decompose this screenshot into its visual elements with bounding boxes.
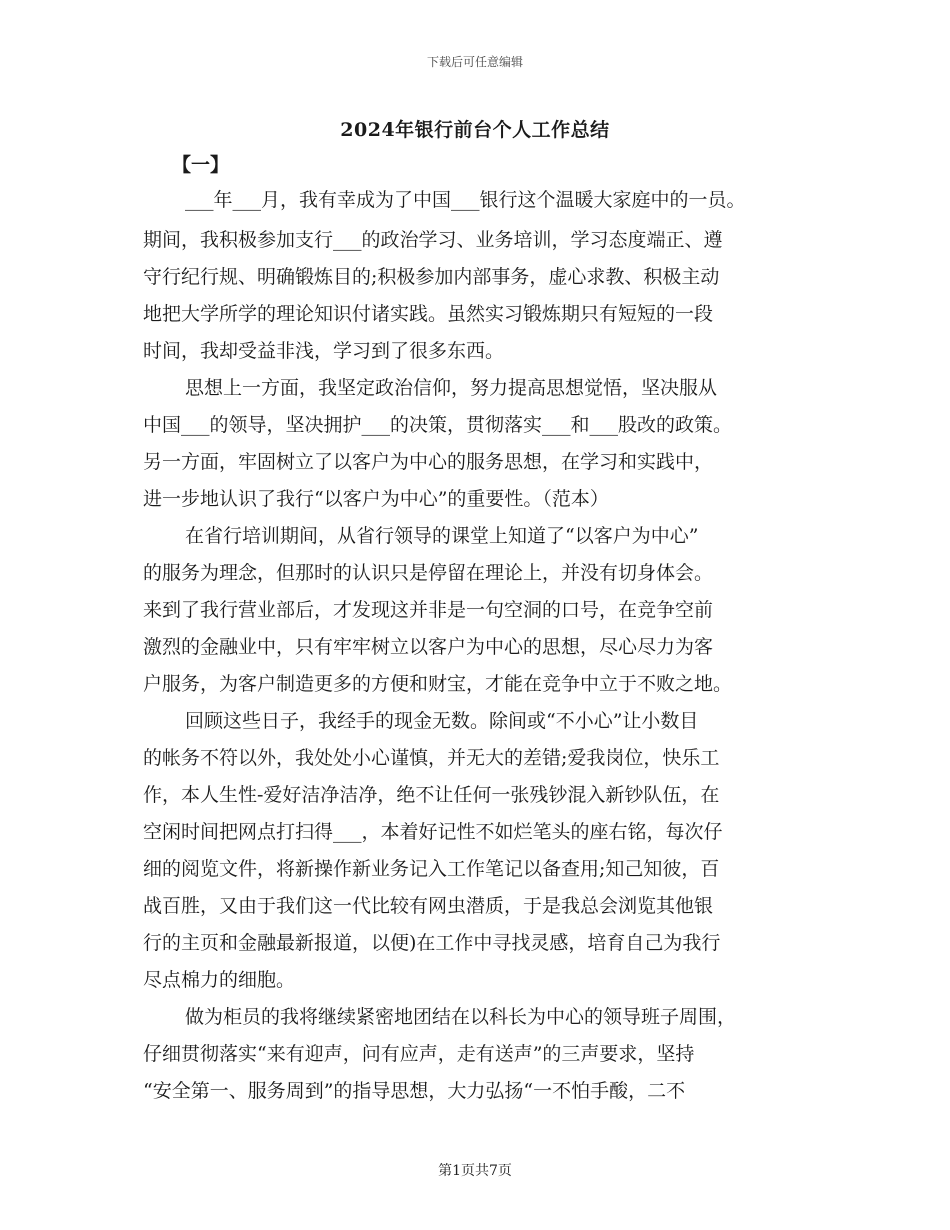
text-line: 空闲时间把网点打扫得___，本着好记性不如烂笔头的座右铭，每次仔 bbox=[143, 821, 723, 843]
section-heading: 【一】 bbox=[172, 154, 230, 176]
text-line: 作，本人生性-爱好洁净洁净，绝不让任何一张残钞混入新钞队伍，在 bbox=[143, 784, 720, 806]
text-line: 时间，我却受益非浅，学习到了很多东西。 bbox=[143, 340, 505, 362]
text-line: 思想上一方面，我坚定政治信仰，努力提高思想觉悟，坚决服从 bbox=[185, 377, 718, 399]
text-line: ___年___月，我有幸成为了中国___银行这个温暖大家庭中的一员。 bbox=[185, 189, 746, 211]
text-line: 在省行培训期间，从省行领导的课堂上知道了“以客户为中心” bbox=[185, 525, 699, 547]
text-line: 来到了我行营业部后，才发现这并非是一句空洞的口号，在竞争空前 bbox=[143, 599, 714, 621]
text-line: 做为柜员的我将继续紧密地团结在以科长为中心的领导班子周围， bbox=[185, 1006, 737, 1028]
text-line: 战百胜，又由于我们这一代比较有网虫潜质，于是我总会浏览其他银 bbox=[143, 895, 714, 917]
text-line: 另一方面，牢固树立了以客户为中心的服务思想，在学习和实践中， bbox=[143, 451, 714, 473]
document-title: 2024年银行前台个人工作总结 bbox=[340, 119, 610, 141]
text-line: 户服务，为客户制造更多的方便和财宝，才能在竞争中立于不败之地。 bbox=[143, 673, 733, 695]
text-line: “安全第一、服务周到”的指导思想，大力弘扬“一不怕手酸，二不 bbox=[143, 1080, 686, 1102]
text-line: 激烈的金融业中，只有牢牢树立以客户为中心的思想，尽心尽力为客 bbox=[143, 636, 714, 658]
text-line: 细的阅览文件，将新操作新业务记入工作笔记以备查用;知己知彼，百 bbox=[143, 858, 720, 880]
text-line: 仔细贯彻落实“来有迎声，问有应声，走有送声”的三声要求，坚持 bbox=[143, 1043, 695, 1065]
page-number: 第1页共7页 bbox=[438, 1163, 512, 1179]
text-line: 守行纪行规、明确锻炼目的;积极参加内部事务，虚心求教、积极主动 bbox=[143, 266, 720, 288]
text-line: 行的主页和金融最新报道，以便)在工作中寻找灵感，培育自己为我行 bbox=[143, 932, 721, 954]
text-line: 回顾这些日子，我经手的现金无数。除间或“不小心”让小数目 bbox=[185, 710, 699, 732]
text-line: 地把大学所学的理论知识付诸实践。虽然实习锻炼期只有短短的一段 bbox=[143, 303, 714, 325]
text-line: 的帐务不符以外，我处处小心谨慎，并无大的差错;爱我岗位，快乐工 bbox=[143, 747, 720, 769]
text-line: 期间，我积极参加支行___的政治学习、业务培训，学习态度端正、遵 bbox=[143, 229, 723, 251]
page-header-note: 下载后可任意编辑 bbox=[426, 55, 523, 69]
text-line: 尽点棉力的细胞。 bbox=[143, 969, 296, 991]
text-line: 进一步地认识了我行“以客户为中心”的重要性。（范本） bbox=[143, 488, 609, 510]
text-line: 中国___的领导，坚决拥护___的决策，贯彻落实___和___股改的政策。 bbox=[143, 414, 733, 436]
text-line: 的服务为理念，但那时的认识只是停留在理论上，并没有切身体会。 bbox=[143, 562, 714, 584]
